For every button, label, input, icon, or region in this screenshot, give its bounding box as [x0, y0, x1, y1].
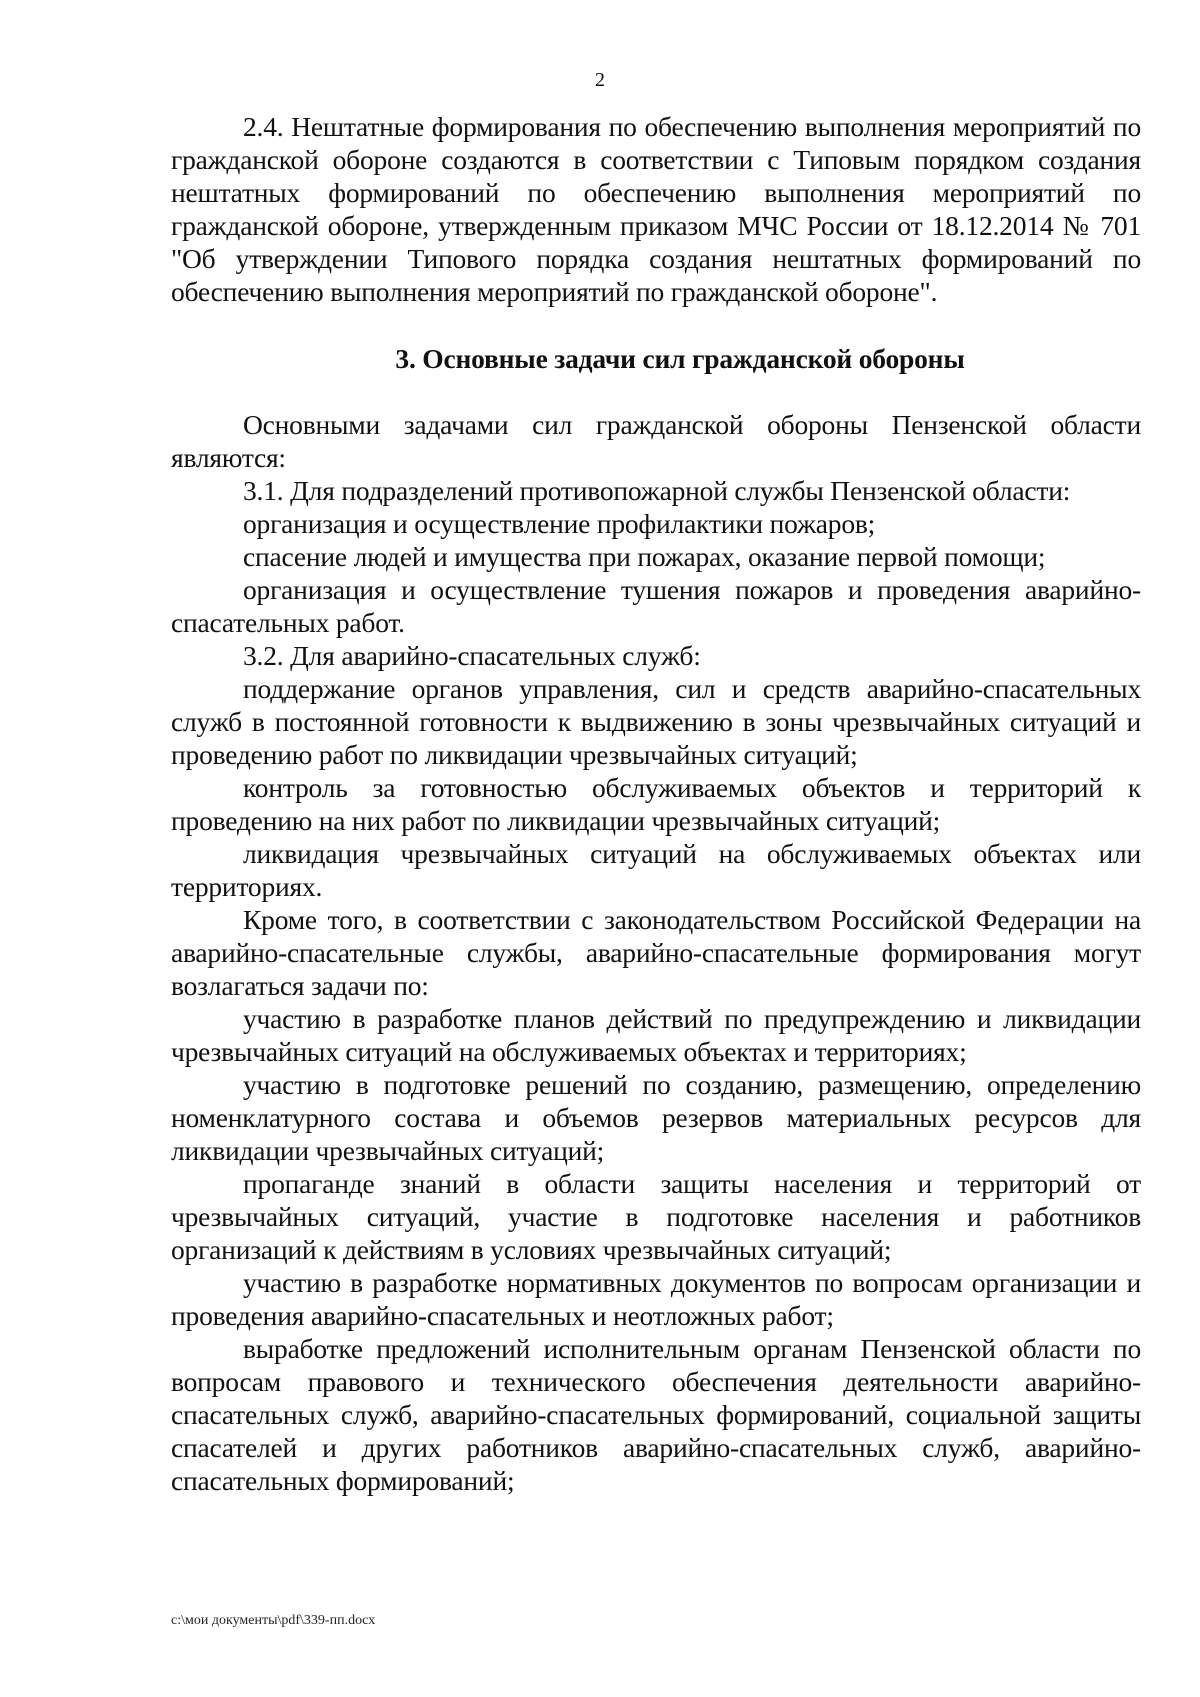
paragraph-additional-tasks: Кроме того, в соответствии с законодательством Российской Федерации на аварийно-спасательные службы, аварийно-спасательные формирования могут возлагаться задачи по: — [171, 904, 1141, 1001]
list-item: контроль за готовностью обслуживаемых объектов и территорий к проведению на них работ по ликвидации чрезвычайных ситуаций; — [171, 772, 1141, 836]
list-item: участию в разработке планов действий по предупреждению и ликвидации чрезвычайных ситуаций на обслуживаемых объектах и территориях; — [171, 1003, 1141, 1067]
document-body — [171, 110, 1141, 1497]
list-item: пропаганде знаний в области защиты населения и территорий от чрезвычайных ситуаций, участие в подготовке населения и работников организаций к действиям в условиях чрезвычайных ситуаций; — [171, 1168, 1141, 1265]
paragraph-intro: Основными задачами сил гражданской обороны Пензенской области являются: — [171, 409, 1141, 473]
list-item: поддержание органов управления, сил и средств аварийно-спасательных служб в постоянной готовности к выдвижению в зоны чрезвычайных ситуаций и проведению работ по ликвидации чрезвычайных ситуаций; — [171, 673, 1141, 770]
list-item: участию в разработке нормативных документов по вопросам организации и проведения аварийно-спасательных и неотложных работ; — [171, 1267, 1141, 1331]
list-item: участию в подготовке решений по созданию, размещению, определению номенклатурного состава и объемов резервов материальных ресурсов для ликвидации чрезвычайных ситуаций; — [171, 1069, 1141, 1166]
paragraph-2-4: 2.4. Нештатные формирования по обеспечению выполнения мероприятий по гражданской обороне создаются в соответствии с Типовым порядком создания нештатных формирований по обеспечению выполнения мероприятий по гражданской обороне, утвержденным приказом МЧС России от 18.12.2014 № 701 "Об утверждении Типового порядка создания нештатных формирований по обеспечению выполнения мероприятий по гражданской обороне". — [171, 111, 1141, 307]
section-title: 3. Основные задачи сил гражданской обороны — [395, 343, 965, 374]
page-number: 2 — [595, 69, 605, 91]
list-item: организация и осуществление тушения пожаров и проведения аварийно-спасательных работ. — [171, 574, 1141, 638]
footer-file-path: c:\мои документы\pdf\339-пп.docx — [171, 1613, 376, 1628]
list-item: спасение людей и имущества при пожарах, оказание первой помощи; — [243, 541, 1046, 572]
list-item: выработке предложений исполнительным органам Пензенской области по вопросам правового и технического обеспечения деятельности аварийно-спасательных служб, аварийно-спасательных формирований, социальной защиты спасателей и других работников аварийно-спасательных служб, аварийно-спасательных формирований; — [171, 1333, 1141, 1496]
list-item: организация и осуществление профилактики пожаров; — [243, 508, 876, 539]
paragraph-3-1: 3.1. Для подразделений противопожарной службы Пензенской области: — [243, 475, 1071, 506]
paragraph-3-2: 3.2. Для аварийно-спасательных служб: — [243, 640, 701, 671]
list-item: ликвидация чрезвычайных ситуаций на обслуживаемых объектах или территориях. — [171, 838, 1141, 902]
